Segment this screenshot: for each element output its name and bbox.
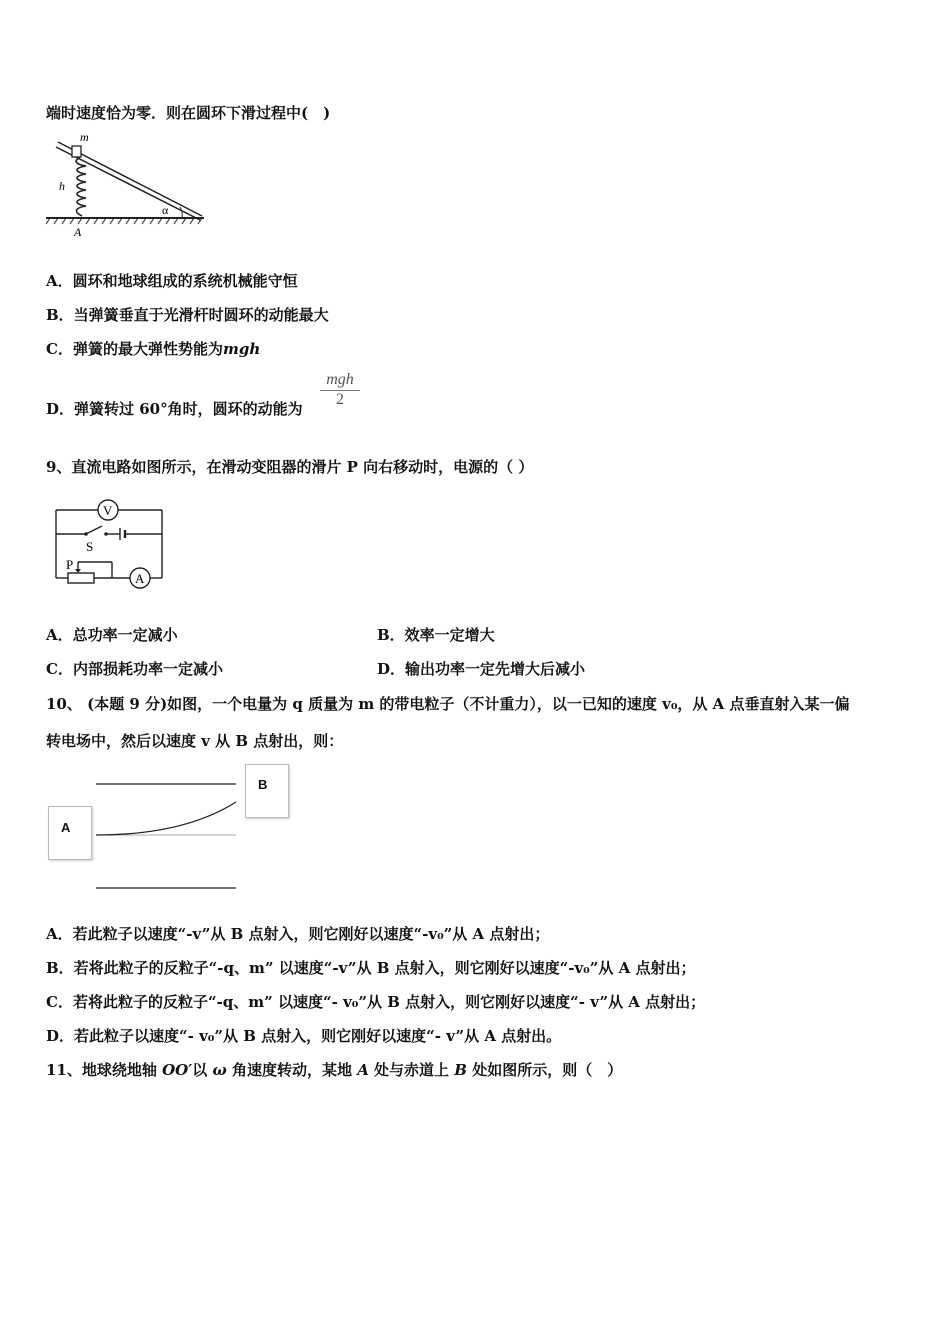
q11-omega: ω (212, 1061, 227, 1079)
q11-stem-part1: 11、地球绕地轴 (46, 1061, 163, 1079)
q10-label-a: A (61, 820, 71, 835)
q8-option-c (46, 338, 260, 359)
q9-option-b: B．效率一定增大 (377, 626, 495, 644)
q11-stem-part5: 处如图所示，则（ ） (466, 1061, 623, 1079)
q11-point-a: A (357, 1061, 369, 1079)
q9-label-v: V (103, 503, 113, 518)
q8-label-a: A (74, 225, 82, 239)
q10-point-b-box (245, 764, 289, 818)
q10-option-b: B．若将此粒子的反粒子“-q、m” 以速度“-v”从 B 点射入，则它刚好以速度“-v₀”从 A 点射出； (46, 959, 696, 977)
q9-circuit-figure (50, 494, 170, 592)
q9-label-p: P (66, 557, 74, 572)
q9-option-c: C．内部损耗功率一定减小 (46, 660, 223, 678)
q8-option-a: A．圆环和地球组成的系统机械能守恒 (46, 272, 298, 290)
q11-stem-part2: 以 (192, 1061, 213, 1079)
q8-option-b: B．当弹簧垂直于光滑杆时圆环的动能最大 (46, 306, 329, 324)
q9-option-d: D．输出功率一定先增大后减小 (377, 660, 586, 678)
q9-stem: 9、直流电路如图所示，在滑动变阻器的滑片 P 向右移动时，电源的（ ） (46, 458, 534, 476)
q10-point-a-box (48, 806, 92, 860)
q8-figure-spring-rod (44, 128, 210, 240)
q10-option-a: A．若此粒子以速度“-v”从 B 点射入，则它刚好以速度“-v₀”从 A 点射出； (46, 925, 550, 943)
q10-option-d: D．若此粒子以速度“- v₀”从 B 点射入，则它刚好以速度“- v”从 A 点射出。 (46, 1027, 562, 1045)
q9-label-s: S (86, 539, 94, 554)
q8-fraction-denominator: 2 (336, 391, 344, 408)
q11-stem (46, 1059, 622, 1080)
q11-point-b: B (454, 1061, 467, 1079)
q8-option-d-fraction (320, 371, 360, 409)
q8-option-c-text: C．弹簧的最大弹性势能为 (46, 340, 223, 358)
q8-option-d: D．弹簧转过 60°角时，圆环的动能为 (46, 400, 303, 418)
q8-fraction-numerator: mgh (320, 371, 360, 391)
q10-option-c: C．若将此粒子的反粒子“-q、m” 以速度“- v₀”从 B 点射入，则它刚好以速度“- v”从 A 点射出； (46, 993, 706, 1011)
q9-label-a: A (135, 571, 145, 586)
q8-label-m: m (80, 130, 89, 144)
q9-option-a: A．总功率一定减小 (46, 626, 178, 644)
q8-stem-tail: 端时速度恰为零．则在圆环下滑过程中( ) (46, 104, 331, 122)
q10-label-b: B (258, 777, 268, 792)
q10-deflection-field-figure (94, 770, 244, 894)
q8-option-c-var: mgh (222, 340, 261, 358)
q8-label-alpha: α (162, 203, 169, 217)
q10-stem-line1: 10、 (本题 9 分)如图，一个电量为 q 质量为 m 的带电粒子（不计重力），以一已知的速度 v₀，从 A 点垂直射入某一偏 (46, 695, 850, 713)
q11-axis-oo: OO′ (162, 1061, 193, 1079)
q11-stem-part4: 处与赤道上 (368, 1061, 455, 1079)
q10-stem-line2: 转电场中，然后以速度 v 从 B 点射出，则： (46, 732, 344, 750)
q11-stem-part3: 角速度转动，某地 (226, 1061, 358, 1079)
q8-label-h: h (59, 179, 65, 193)
